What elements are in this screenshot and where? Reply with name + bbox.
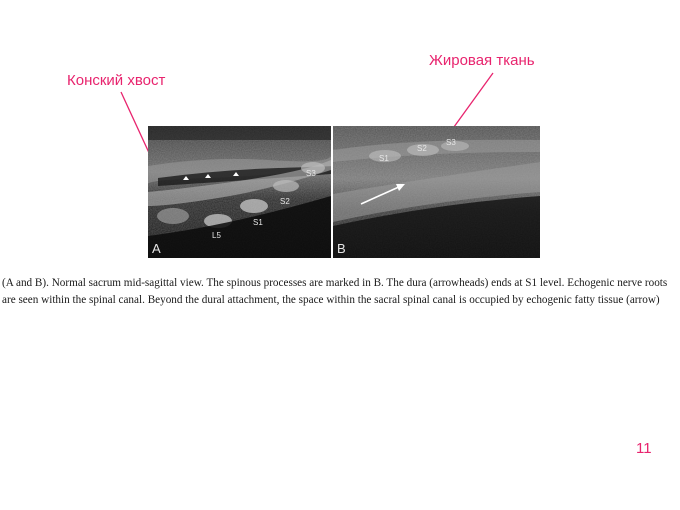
vertebra-label-s2: S2 (417, 144, 427, 153)
vertebra-label-s1: S1 (379, 154, 389, 163)
panel-letter-b: B (337, 241, 346, 256)
ultrasound-panel-b (333, 126, 540, 258)
vertebra-label-s3: S3 (306, 169, 316, 178)
figure-caption: (A and B). Normal sacrum mid-sagittal view. The spinous processes are marked in B. The dura (arrowheads) ends at S1 level. Echogenic nerve roots are seen within the spinal canal. Beyond the dural attachment, the space within the sacral spinal canal is occupied by echogenic fatty tissue (arrow) (2, 277, 668, 306)
vertebra-label-s2: S2 (280, 197, 290, 206)
ultrasound-image-a (148, 126, 331, 258)
vertebra-label-s3: S3 (446, 138, 456, 147)
vertebra-label-s1: S1 (253, 218, 263, 227)
ultrasound-image-b (333, 126, 540, 258)
page-number: 11 (636, 440, 652, 457)
callout-cauda-equina: Конский хвост (67, 72, 166, 89)
panel-letter-a: A (152, 241, 161, 256)
callout-fat-tissue: Жировая ткань (429, 52, 535, 69)
ultrasound-panel-a (148, 126, 331, 258)
vertebra-label-l5: L5 (212, 231, 221, 240)
